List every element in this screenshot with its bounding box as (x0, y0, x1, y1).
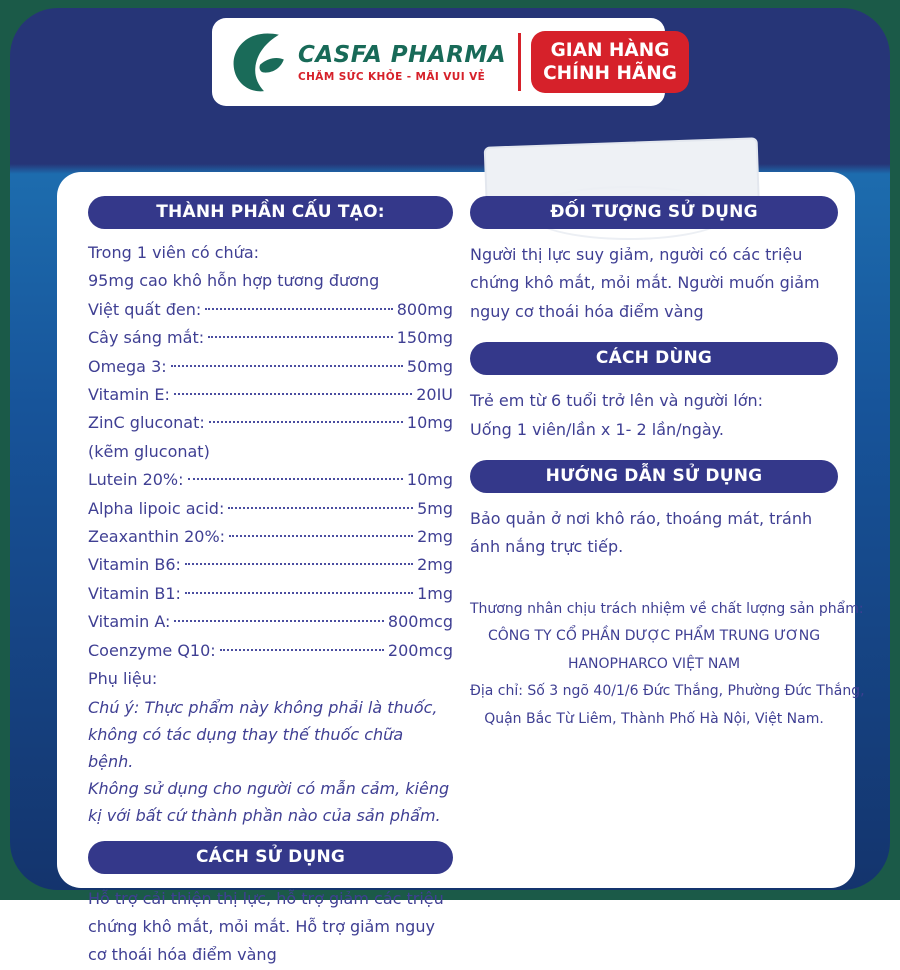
header-divider (518, 33, 521, 91)
ingredient-name: Việt quất đen: (88, 299, 202, 319)
dot-leader (174, 393, 412, 395)
dosage-section-title: CÁCH DÙNG (470, 342, 838, 375)
dot-leader (171, 365, 403, 367)
ingredient-name: Cây sáng mắt: (88, 328, 205, 348)
badge-line-2: CHÍNH HÃNG (543, 63, 677, 84)
ingredient-row (88, 495, 453, 523)
ingredient-value: 1mg (417, 583, 453, 603)
dot-leader (205, 308, 392, 310)
ingredient-value: 2mg (417, 555, 453, 575)
casfa-leaf-logo-icon (228, 29, 290, 95)
dot-leader (220, 649, 384, 651)
ingredient-row (88, 324, 453, 352)
ingredients-column (88, 196, 453, 970)
warning-note-2: Không sử dụng cho người có mẫn cảm, kiêng kị với bất cứ thành phần nào của sản phẩm. (88, 778, 450, 825)
badge-line-1: GIAN HÀNG (550, 39, 670, 61)
brand-tagline: CHĂM SỨC KHỎE - MÃI VUI VẺ (298, 70, 486, 83)
ingredient-name: Zeaxanthin 20%: (88, 527, 226, 547)
ingredients-section-title: THÀNH PHẦN CẤU TẠO: (88, 196, 453, 229)
ingredient-name: Omega 3: (88, 356, 167, 376)
ingredient-row (88, 608, 453, 636)
brand-text-block (298, 42, 506, 83)
ingredient-value: 20IU (416, 385, 453, 405)
ingredient-name: Alpha lipoic acid: (88, 498, 225, 518)
ingredients-intro-1: Trong 1 viên có chứa: (88, 243, 260, 262)
directions-column (470, 196, 865, 970)
dot-leader (228, 507, 413, 509)
manufacturer-block (470, 596, 865, 734)
dot-leader (208, 336, 393, 338)
manufacturer-company-name-2: HANOPHARCO VIỆT NAM (567, 655, 741, 672)
manufacturer-responsibility: Thương nhân chịu trách nhiệm về chất lượng sản phẩm: (470, 600, 864, 617)
ingredient-value: 10mg (406, 413, 453, 433)
ingredient-name: Vitamin A: (88, 612, 171, 632)
ingredient-row (88, 381, 453, 409)
ingredients-intro-2: 95mg cao khô hỗn hợp tương đương (88, 271, 380, 291)
ingredient-row (88, 353, 453, 381)
ingredient-value: 150mg (396, 328, 453, 348)
manufacturer-company-name: CÔNG TY CỔ PHẦN DƯỢC PHẨM TRUNG ƯƠNG (487, 628, 821, 645)
manufacturer-address-1: Địa chỉ: Số 3 ngõ 40/1/6 Đức Thắng, Phường Đức Thắng, (470, 683, 865, 700)
storage-section-title: HƯỚNG DẪN SỬ DỤNG (470, 460, 838, 493)
ingredient-row (88, 466, 453, 494)
dosage-text (470, 387, 838, 444)
ingredient-value: 800mg (396, 299, 453, 319)
dosage-line-1: Trẻ em từ 6 tuổi trở lên và người lớn: (470, 391, 764, 411)
zinc-alt-name: (kẽm gluconat) (88, 441, 210, 461)
dot-leader (188, 478, 403, 480)
phu-lieu-label: Phụ liệu: (88, 669, 158, 689)
ingredient-row (88, 523, 453, 551)
ingredient-name: Lutein 20%: (88, 470, 184, 490)
dot-leader (185, 592, 413, 594)
ingredient-value: 10mg (406, 470, 453, 490)
usage-section-title: CÁCH SỬ DỤNG (88, 841, 453, 874)
ingredient-name: Vitamin E: (88, 385, 170, 405)
info-card (57, 172, 865, 965)
ingredient-value: 800mcg (387, 612, 453, 632)
dosage-line-2: Uống 1 viên/lần x 1- 2 lần/ngày. (470, 419, 724, 439)
dot-leader (174, 620, 383, 622)
warning-note-1: Chú ý: Thực phẩm này không phải là thuốc, không có tác dụng thay thế thuốc chữa bệnh. (88, 697, 438, 771)
ingredient-row (88, 637, 453, 665)
brand-name: CASFA PHARMA (298, 41, 507, 68)
dot-leader (229, 535, 413, 537)
ingredient-value: 50mg (406, 356, 453, 376)
target-users-section-title: ĐỐI TƯỢNG SỬ DỤNG (470, 196, 838, 229)
ingredient-name: Vitamin B1: (88, 583, 181, 603)
ingredient-row (88, 551, 453, 579)
ingredient-name: Coenzyme Q10: (88, 640, 216, 660)
manufacturer-address-2: Quận Bắc Từ Liêm, Thành Phố Hà Nội, Việt Nam. (484, 710, 824, 727)
dot-leader (209, 421, 403, 423)
ingredient-value: 5mg (417, 498, 453, 518)
ingredient-name: Vitamin B6: (88, 555, 181, 575)
header-brand-bar (212, 18, 677, 106)
ingredient-value: 2mg (417, 527, 453, 547)
target-users-text: Người thị lực suy giảm, người có các triệu chứng khô mắt, mỏi mắt. Người muốn giảm nguy cơ thoái hóa điểm vàng (470, 245, 820, 321)
usage-text: Hỗ trợ cải thiện thị lực, hỗ trợ giảm các triệu chứng khô mắt, mỏi mắt. Hỗ trợ giảm nguy cơ thoái hóa điểm vàng (88, 888, 444, 965)
dot-leader (185, 563, 413, 565)
ingredient-row (88, 296, 453, 324)
storage-text: Bảo quản ở nơi khô ráo, thoáng mát, tránh ánh nắng trực tiếp. (470, 509, 813, 557)
ingredient-row (88, 409, 453, 437)
official-store-badge (531, 31, 689, 93)
ingredient-value: 200mcg (387, 640, 453, 660)
ingredient-name: ZinC gluconat: (88, 413, 205, 433)
ingredient-row (88, 580, 453, 608)
